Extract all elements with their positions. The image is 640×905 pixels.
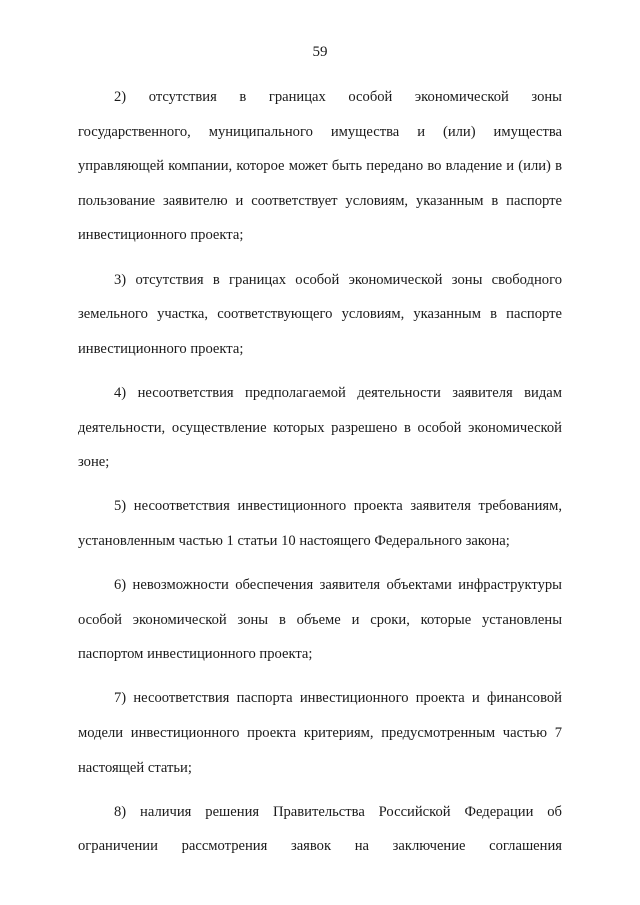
paragraph-item-2: 2) отсутствия в границах особой экономической зоны государственного, муниципального имущества и (или) имущества управляющей компании, которое может быть передано во владение и (или) в пользование заявителю и соответствует условиям, указанным в паспорте инвестиционного проекта; — [78, 89, 562, 244]
paragraph-item-4: 4) несоответствия предполагаемой деятельности заявителя видам деятельности, осуществление которых разрешено в особой экономической зоне; — [78, 384, 562, 471]
paragraph-item-3: 3) отсутствия в границах особой экономической зоны свободного земельного участка, соответствующего условиям, указанным в паспорте инвестиционного проекта; — [78, 271, 562, 357]
paragraph-item-5: 5) несоответствия инвестиционного проекта заявителя требованиям, установленным частью 1 статьи 10 настоящего Федерального закона; — [78, 498, 562, 549]
paragraph-item-7: 7) несоответствия паспорта инвестиционного проекта и финансовой модели инвестиционного проекта критериям, предусмотренным частью 7 настоящей статьи; — [78, 690, 562, 776]
paragraph-item-8: 8) наличия решения Правительства Российской Федерации об ограничении рассмотрения заявок на заключение соглашения — [78, 803, 562, 855]
page-number: 59 — [312, 44, 328, 60]
paragraph-item-6: 6) невозможности обеспечения заявителя объектами инфраструктуры особой экономической зоны в объеме и сроки, которые установлены паспортом инвестиционного проекта; — [78, 577, 562, 663]
document-body — [78, 80, 562, 874]
